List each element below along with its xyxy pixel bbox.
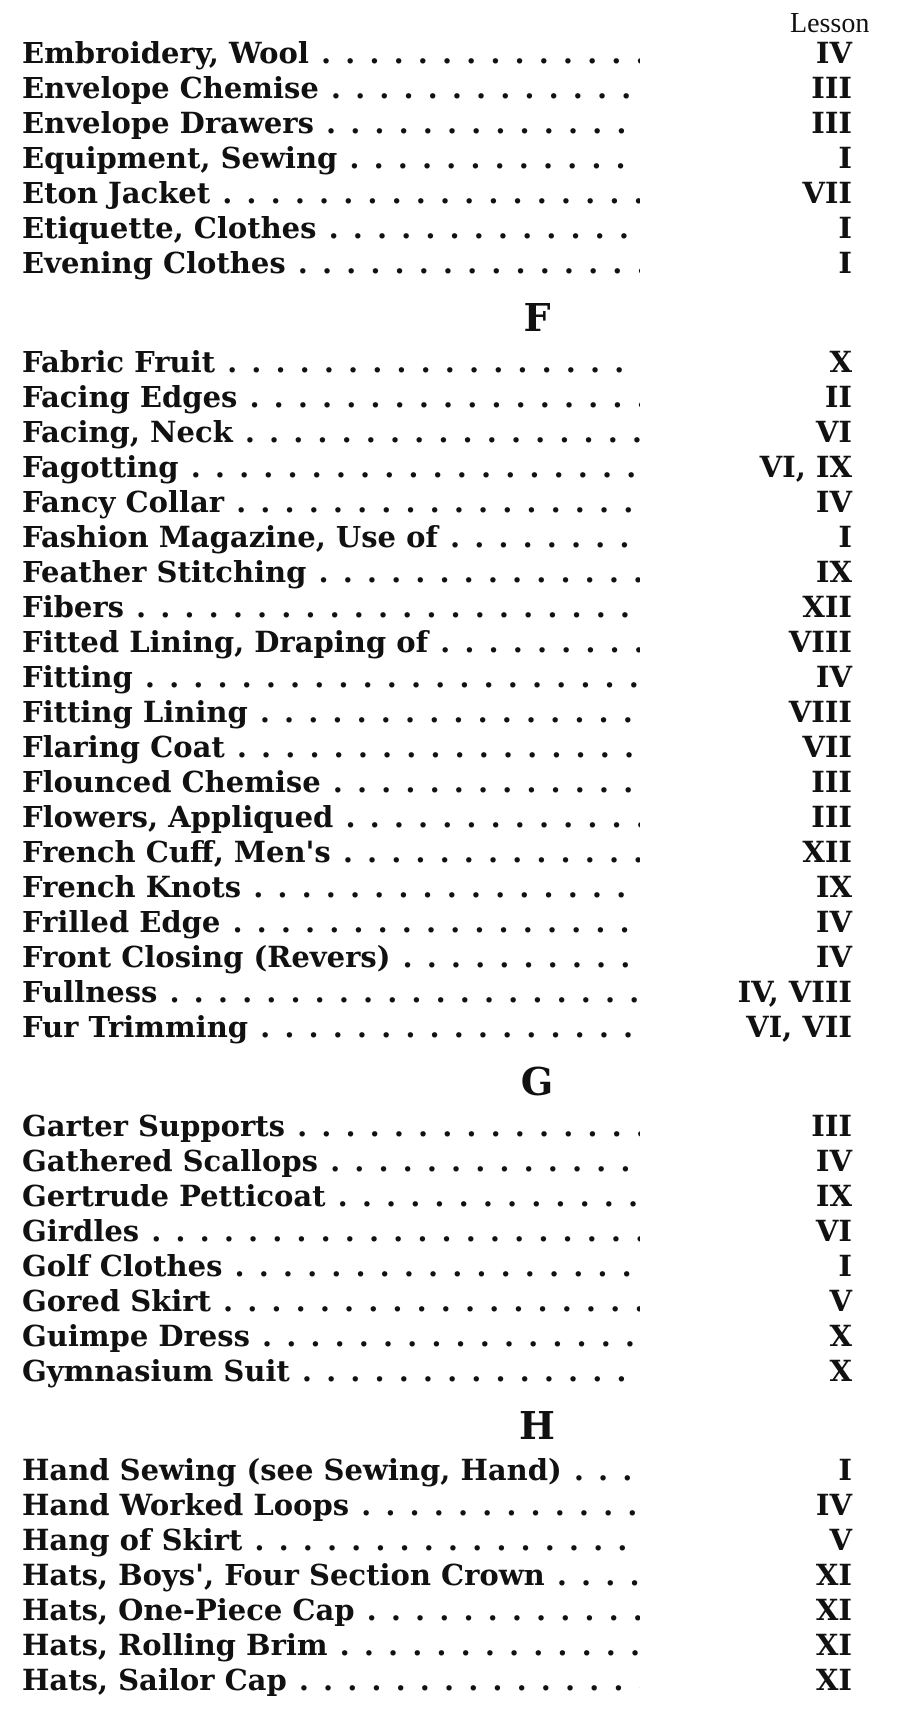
index-entry (22, 1663, 852, 1698)
index-term: Girdles . . . (22, 1214, 640, 1249)
index-entry (22, 800, 852, 835)
index-term: French Knots . . . (22, 870, 640, 905)
index-entry (22, 660, 852, 695)
lesson-number: I (838, 1249, 852, 1283)
lesson-number: VI, VII (746, 1010, 852, 1044)
index-entry (22, 246, 852, 281)
lesson-number: III (811, 1109, 852, 1143)
index-term: Etiquette, Clothes . . . (22, 211, 640, 246)
index-entry (22, 1179, 852, 1214)
lesson-number: IV (815, 1144, 852, 1178)
lesson-number: XII (802, 590, 852, 624)
lesson-number: IV (815, 660, 852, 694)
index-term: Hats, One-Piece Cap . . . (22, 1593, 640, 1628)
index-term: Frilled Edge . . . (22, 905, 640, 940)
index-entry (22, 940, 852, 975)
lesson-number: I (838, 211, 852, 245)
index-entry (22, 765, 852, 800)
section-letter-heading: G (520, 1059, 554, 1104)
index-entry (22, 835, 852, 870)
lesson-number: V (829, 1284, 852, 1318)
index-entry (22, 1354, 852, 1389)
lesson-number: I (838, 1453, 852, 1487)
index-entry (22, 211, 852, 246)
index-term: Eton Jacket . . . (22, 176, 640, 211)
lesson-number: XI (815, 1593, 852, 1627)
index-term: Hand Worked Loops . . . (22, 1488, 640, 1523)
index-entry (22, 1214, 852, 1249)
index-entry (22, 141, 852, 176)
index-list (22, 36, 852, 1698)
index-entry (22, 1109, 852, 1144)
index-term: Hats, Sailor Cap . . . (22, 1663, 640, 1698)
section-letter-heading: H (519, 1403, 555, 1448)
lesson-number: VIII (788, 625, 852, 659)
lesson-number: VI (815, 415, 852, 449)
index-entry (22, 975, 852, 1010)
index-entry (22, 520, 852, 555)
index-entry (22, 1628, 852, 1663)
index-entry (22, 695, 852, 730)
index-entry (22, 450, 852, 485)
index-term: Fabric Fruit . . . (22, 345, 640, 380)
index-entry (22, 106, 852, 141)
index-term: Fitted Lining, Draping of . . . (22, 625, 640, 660)
index-entry (22, 380, 852, 415)
lesson-number: IV (815, 36, 852, 70)
index-entry (22, 625, 852, 660)
index-entry (22, 870, 852, 905)
lesson-number: III (811, 765, 852, 799)
index-term: Envelope Drawers . . . (22, 106, 640, 141)
lesson-number: IV (815, 485, 852, 519)
index-term: Front Closing (Revers) . . . (22, 940, 640, 975)
index-term: Fagotting . . . (22, 450, 640, 485)
lesson-number: III (811, 800, 852, 834)
index-term: Fancy Collar . . . (22, 485, 640, 520)
index-term: Fitting Lining . . . (22, 695, 640, 730)
index-entry (22, 1523, 852, 1558)
index-term: Flowers, Appliqued . . . (22, 800, 640, 835)
lesson-number: IV (815, 905, 852, 939)
index-term: Embroidery, Wool . . . (22, 36, 640, 71)
index-entry (22, 415, 852, 450)
index-entry (22, 1284, 852, 1319)
index-term: Gymnasium Suit . . . (22, 1354, 640, 1389)
section-letter-heading: F (523, 295, 551, 340)
lesson-number: III (811, 71, 852, 105)
index-term: Gathered Scallops . . . (22, 1144, 640, 1179)
index-entry (22, 590, 852, 625)
index-term: Flounced Chemise . . . (22, 765, 640, 800)
lesson-number: VIII (788, 695, 852, 729)
lesson-number: V (829, 1523, 852, 1557)
index-term: Fashion Magazine, Use of . . . (22, 520, 640, 555)
index-entry (22, 345, 852, 380)
index-term: Guimpe Dress . . . (22, 1319, 640, 1354)
lesson-number: IX (815, 555, 852, 589)
index-entry (22, 1249, 852, 1284)
lesson-number: VI, IX (759, 450, 852, 484)
index-term: Envelope Chemise . . . (22, 71, 640, 106)
index-entry (22, 36, 852, 71)
lesson-number: VII (802, 176, 852, 210)
lesson-number: XI (815, 1628, 852, 1662)
index-term: Hang of Skirt . . . (22, 1523, 640, 1558)
index-term: Golf Clothes . . . (22, 1249, 640, 1284)
index-entry (22, 1558, 852, 1593)
lesson-number: X (829, 345, 852, 379)
index-term: Gored Skirt . . . (22, 1284, 640, 1319)
index-entry (22, 1453, 852, 1488)
index-term: Equipment, Sewing . . . (22, 141, 640, 176)
lesson-number: X (829, 1354, 852, 1388)
index-entry (22, 905, 852, 940)
index-entry (22, 1010, 852, 1045)
index-entry (22, 71, 852, 106)
index-term: Evening Clothes . . . (22, 246, 640, 281)
index-term: Flaring Coat . . . (22, 730, 640, 765)
lesson-number: IV (815, 1488, 852, 1522)
index-term: Hats, Boys', Four Section Crown . . . (22, 1558, 640, 1593)
index-term: Feather Stitching . . . (22, 555, 640, 590)
index-entry (22, 1144, 852, 1179)
lesson-number: X (829, 1319, 852, 1353)
lesson-number: IV, VIII (737, 975, 852, 1009)
index-entry (22, 555, 852, 590)
index-term: Fitting . . . (22, 660, 640, 695)
index-entry (22, 1593, 852, 1628)
lesson-number: I (838, 246, 852, 280)
index-term: Hats, Rolling Brim . . . (22, 1628, 640, 1663)
lesson-number: VII (802, 730, 852, 764)
index-term: Fur Trimming . . . (22, 1010, 640, 1045)
lesson-number: IX (815, 1179, 852, 1213)
index-entry (22, 485, 852, 520)
lesson-number: IV (815, 940, 852, 974)
index-term: Facing Edges . . . (22, 380, 640, 415)
lesson-number: I (838, 141, 852, 175)
lesson-number: XII (802, 835, 852, 869)
index-term: Facing, Neck . . . (22, 415, 640, 450)
index-term: Fullness . . . (22, 975, 640, 1010)
lesson-number: VI (815, 1214, 852, 1248)
index-term: Fibers . . . (22, 590, 640, 625)
lesson-number: XI (815, 1558, 852, 1592)
lesson-number: III (811, 106, 852, 140)
index-term: Hand Sewing (see Sewing, Hand) . . . (22, 1453, 640, 1488)
index-entry (22, 1488, 852, 1523)
index-term: Garter Supports . . . (22, 1109, 640, 1144)
lesson-number: I (838, 520, 852, 554)
index-term: French Cuff, Men's . . . (22, 835, 640, 870)
index-entry (22, 1319, 852, 1354)
lesson-number: II (824, 380, 852, 414)
index-term: Gertrude Petticoat . . . (22, 1179, 640, 1214)
lesson-number: IX (815, 870, 852, 904)
lesson-number: XI (815, 1663, 852, 1697)
index-entry (22, 176, 852, 211)
lesson-column-header: Lesson (790, 8, 870, 39)
index-entry (22, 730, 852, 765)
